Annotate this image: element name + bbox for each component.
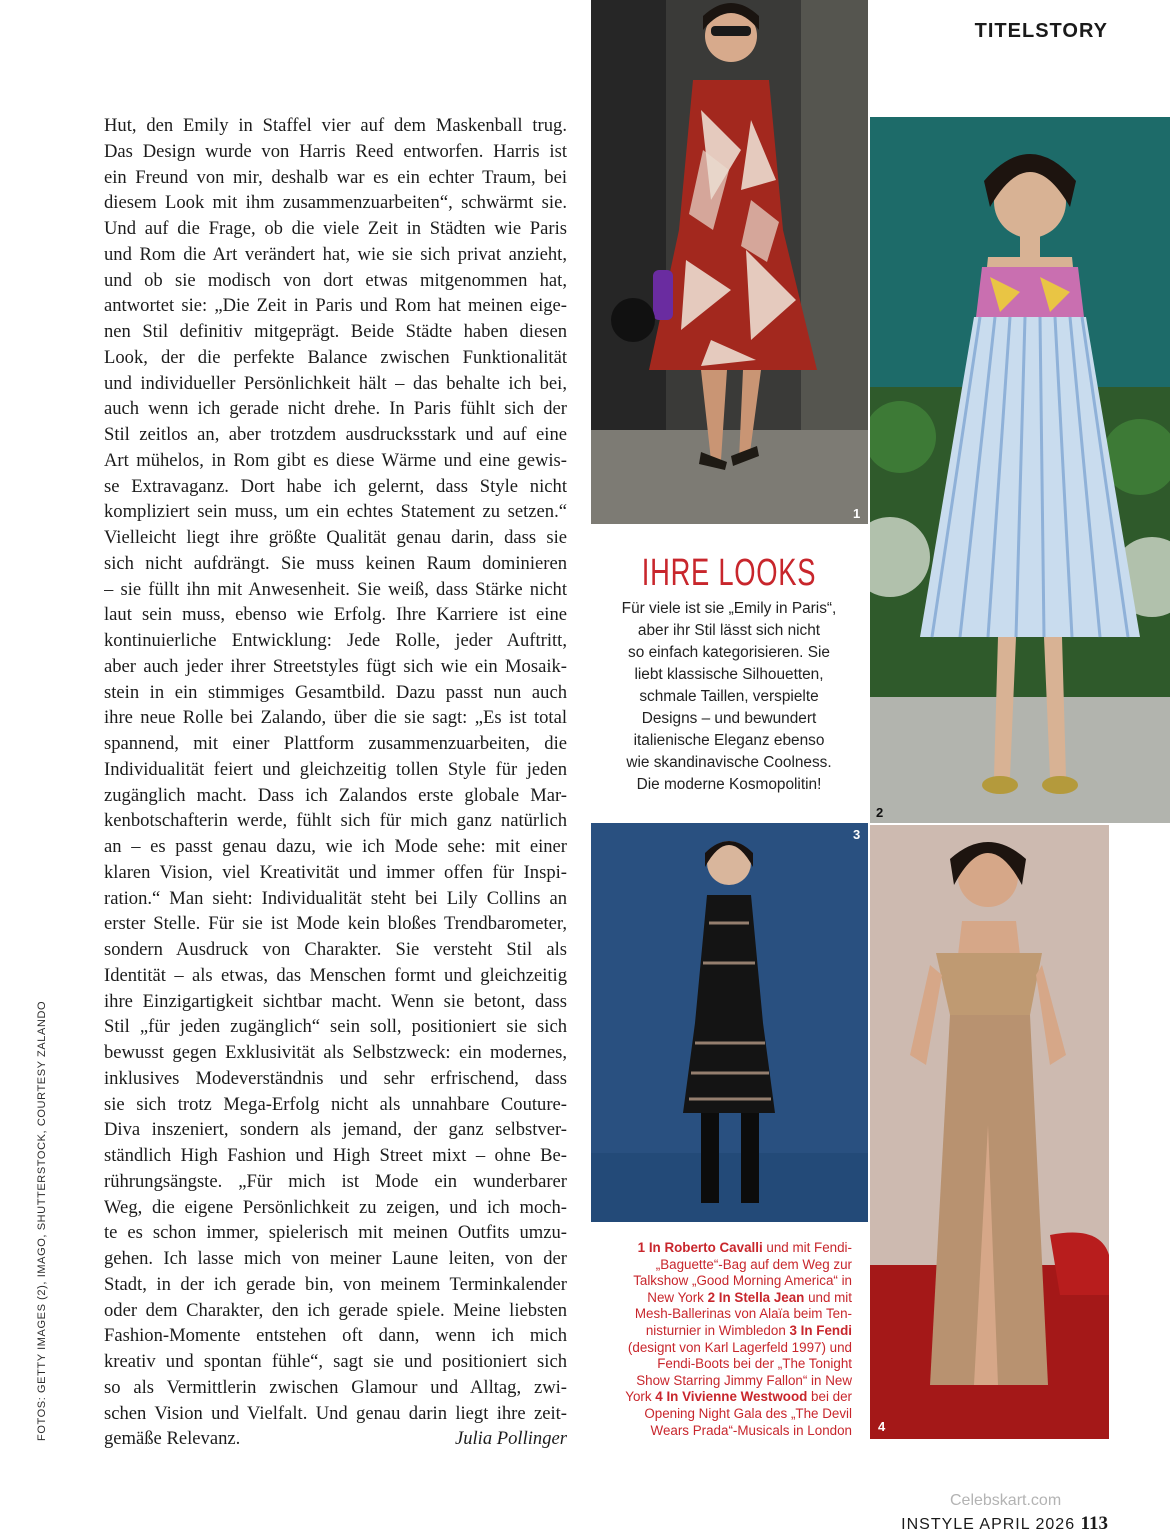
article-line: Art mühelos, in Rom gibt es diese Wärme und eine gewis- (104, 449, 567, 471)
article-line: sondern Ausdruck von Charakter. Sie versteht Stil als (104, 939, 567, 960)
article-line: ihre Einzigartigkeit sichtbar macht. Wenn sie betont, dass (104, 990, 567, 1012)
photo-credit (34, 975, 54, 1445)
article-line: klaren Vision, viel Kreativität und immer offen für Inspi- (104, 861, 567, 883)
sidebar-line: liebt klassische Silhouetten, (634, 666, 824, 683)
article-line: Weg, die eigene Persönlichkeit zu zeigen, und ich moch- (104, 1196, 567, 1218)
sidebar-title: IHRE LOOKS (641, 552, 817, 594)
caption-line: „Baguette“-Bag auf dem Weg zur (655, 1256, 852, 1272)
section-label: TITELSTORY (974, 20, 1108, 42)
article-line: ration.“ Man sieht: Individualität steht bei Lily Collins an (104, 887, 567, 909)
article-line: Hut, den Emily in Staffel vier auf dem Maskenball trug. (104, 115, 567, 136)
article-line: erster Stelle. Für sie ist Mode kein bloßes Trendbarometer, (104, 913, 567, 935)
article-line: spannend, mit einer Plattform zusammenzuarbeiten, die (104, 733, 567, 754)
sidebar-line: Für viele ist sie „Emily in Paris“, (621, 600, 837, 617)
caption-2-title: 2 In Stella Jean (707, 1289, 805, 1305)
article-line: Identität – als etwas, das Menschen formt und gleichzeitig (104, 964, 567, 986)
article-line: kontinuierliche Entwicklung: Jede Rolle, jeder Auftritt, (104, 630, 567, 651)
caption-text: bei der (807, 1389, 852, 1405)
article-line: aber auch jeder ihrer Streetstyles fügt sich wie ein Mosaik- (104, 655, 567, 677)
article-line: schen Vision und Vielfalt. Und genau darin liegt ihre zeit- (104, 1402, 567, 1424)
article-line: sich nicht aufdrängt. Sie muss keinen Raum dominieren (104, 552, 567, 574)
photo-2-number: 2 (876, 805, 884, 820)
article-line: antwortet sie: „Die Zeit in Paris und Rom hat meinen eige- (104, 295, 567, 317)
article-line: kompliziert sein muss, um ein echtes Statement zu setzen.“ (104, 501, 567, 523)
article-line: Das Design wurde von Harris Reed entworfen. Harris ist (104, 140, 567, 162)
photo-4-number: 4 (878, 1419, 886, 1434)
caption-1-title: 1 In Roberto Cavalli (637, 1240, 763, 1255)
article-line: Stil zeitlos an, aber trotzdem ausdrucksstark und auf eine (104, 424, 567, 445)
sidebar-line: aber ihr Stil lässt sich nicht (637, 622, 821, 639)
photo-captions (590, 1240, 852, 1439)
article-line: Individualität feiert und gleichzeitig tollen Style für jeden (104, 758, 567, 780)
article-line: inklusives Modeverständnis und sehr erfrischend, dass (104, 1067, 567, 1089)
article-line: an – es passt genau dazu, wie ich Mode sehe: mit einer (104, 836, 567, 857)
caption-text: New York (647, 1289, 708, 1305)
article-author: Julia Pollinger (454, 1428, 567, 1450)
article-line: bewusst gegen Exklusivität als Selbstzweck: ein modernes, (104, 1042, 567, 1063)
photo-1-number: 1 (853, 506, 861, 521)
caption-text: York (625, 1389, 656, 1405)
page-number: 113 (1080, 1513, 1108, 1534)
article-line: gehen. Ich lasse mich von meiner Laune leiten, von der (104, 1248, 567, 1269)
article-line: nen Stil definitiv mitgeprägt. Beide Städte haben diesen (104, 321, 567, 342)
article-line: se Extravaganz. Dort habe ich gelernt, dass Style nicht (104, 475, 567, 497)
caption-text: und mit (804, 1289, 852, 1305)
photo-2-image (870, 117, 1170, 823)
article-line: kreativ und spontan fühle“, sagt sie und positioniert sich (104, 1351, 567, 1372)
page-footer (901, 1513, 1108, 1535)
article-line: zugänglich macht. Dass ich Zalandos erste globale Mar- (104, 784, 567, 806)
sidebar-line: Die moderne Kosmopolitin! (636, 776, 822, 793)
photo-credit-text: FOTOS: GETTY IMAGES (2), IMAGO, SHUTTERSTOCK, COURTESY ZALANDO (36, 1000, 48, 1441)
caption-line (590, 1323, 852, 1340)
photo-2 (870, 117, 1170, 823)
article-line: oder dem Charakter, den ich gerade spiele. Meine liebsten (104, 1299, 567, 1321)
caption-4-title: 4 In Vivienne Westwood (655, 1389, 808, 1405)
watermark: Celebskart.com (950, 1492, 1062, 1509)
footer-magazine: INSTYLE APRIL 2026 (901, 1516, 1076, 1533)
caption-line: Talkshow „Good Morning America“ in (633, 1273, 852, 1289)
sidebar-line: so einfach kategorisieren. Sie (628, 644, 830, 661)
caption-text: nisturnier in Wimbledon (645, 1322, 790, 1338)
article-line: Und auf die Frage, ob die viele Zeit in Städten wie Paris (104, 218, 567, 239)
article-line: diesem Look mit ihm zusammenzuarbeiten“, schwärmt sie. (104, 192, 567, 214)
article-line: ihre neue Rolle bei Zalando, über die sie sagt: „Es ist total (104, 707, 567, 729)
sidebar-line: Designs – und bewundert (641, 710, 817, 727)
sidebar-body (604, 598, 854, 796)
sidebar-line: italienische Eleganz ebenso (633, 732, 825, 749)
article-closing-line (104, 1426, 567, 1452)
article-line: so als Vermittlerin zwischen Glamour und Alltag, zwi- (104, 1376, 567, 1398)
article-line: sie sich trotz Mega-Erfolg nicht als unnahbare Couture- (104, 1093, 567, 1115)
caption-line: Opening Night Gala des „The Devil (644, 1405, 852, 1421)
article-line: kenbotschafterin werde, fühlt sich für mich ganz natürlich (104, 810, 567, 832)
photo-4-image (870, 825, 1109, 1439)
article-line: laut sein muss, ebenso wie Erfolg. Ihre Karriere ist eine (104, 604, 567, 626)
caption-line (590, 1240, 852, 1257)
article-line: und Rom die Art verändert hat, wie sie sich privat anzieht, (104, 243, 567, 265)
article-body (104, 113, 567, 1452)
article-line: Look, der die perfekte Balance zwischen Funktionalität (104, 346, 567, 368)
caption-line: Wears Prada“-Musicals in London (650, 1422, 852, 1438)
article-line: rührungsängste. „Für mich ist Mode ein wunderbarer (104, 1170, 567, 1192)
caption-line: (designt von Karl Lagerfeld 1997) und (627, 1339, 852, 1355)
caption-line: Show Starring Jimmy Fallon“ in New (636, 1372, 852, 1388)
article-line: stein in ein stimmiges Gesamtbild. Dazu passt nun auch (104, 681, 567, 703)
article-line: und ob sie modisch von dort etwas mitgenommen hat, (104, 269, 567, 291)
article-line: Fashion-Momente entstehen oft dann, wenn ich mich (104, 1325, 567, 1347)
photo-3 (591, 823, 868, 1222)
caption-text: und mit Fendi- (762, 1240, 852, 1255)
article-line: Diva inszeniert, sondern als jemand, der ganz selbstver- (104, 1119, 567, 1141)
article-line: ständlich High Fashion und High Street mixt – ohne Be- (104, 1145, 567, 1166)
photo-1 (591, 0, 868, 524)
caption-line (590, 1290, 852, 1307)
article-line: te es schon immer, spielerisch mit meinen Outfits umzu- (104, 1222, 567, 1244)
article-line: Vielleicht liegt ihre größte Qualität genau darin, dass sie (104, 527, 567, 548)
sidebar-line: schmale Taillen, verspielte (639, 688, 819, 705)
photo-4 (870, 825, 1109, 1439)
caption-line: Mesh-Ballerinas von Alaïa beim Ten- (634, 1306, 852, 1322)
caption-3-title: 3 In Fendi (789, 1322, 852, 1338)
caption-line: Fendi-Boots bei der „The Tonight (657, 1356, 852, 1372)
article-line: auch wenn ich gerade nicht drehe. In Paris fühlt sich der (104, 398, 567, 420)
sidebar-box (604, 550, 854, 796)
sidebar-line: wie skandinavische Coolness. (626, 754, 832, 771)
caption-line (590, 1389, 852, 1406)
article-line: Stadt, in der ich gerade bin, von meinem Terminkalender (104, 1273, 567, 1295)
article-line: – sie füllt ihn mit Anwesenheit. Sie weiß, dass Stärke nicht (104, 578, 567, 600)
photo-3-number: 3 (853, 827, 861, 842)
article-line: und individueller Persönlichkeit hält – das behalte ich bei, (104, 372, 567, 394)
article-line: Stil „für jeden zugänglich“ sein soll, positioniert sie sich (104, 1016, 567, 1038)
photo-3-image (591, 823, 868, 1222)
article-line: ein Freund von mir, deshalb war es ein echter Traum, bei (104, 166, 567, 188)
article-final-text: gemäße Relevanz. (104, 1428, 241, 1450)
photo-1-image (591, 0, 868, 524)
